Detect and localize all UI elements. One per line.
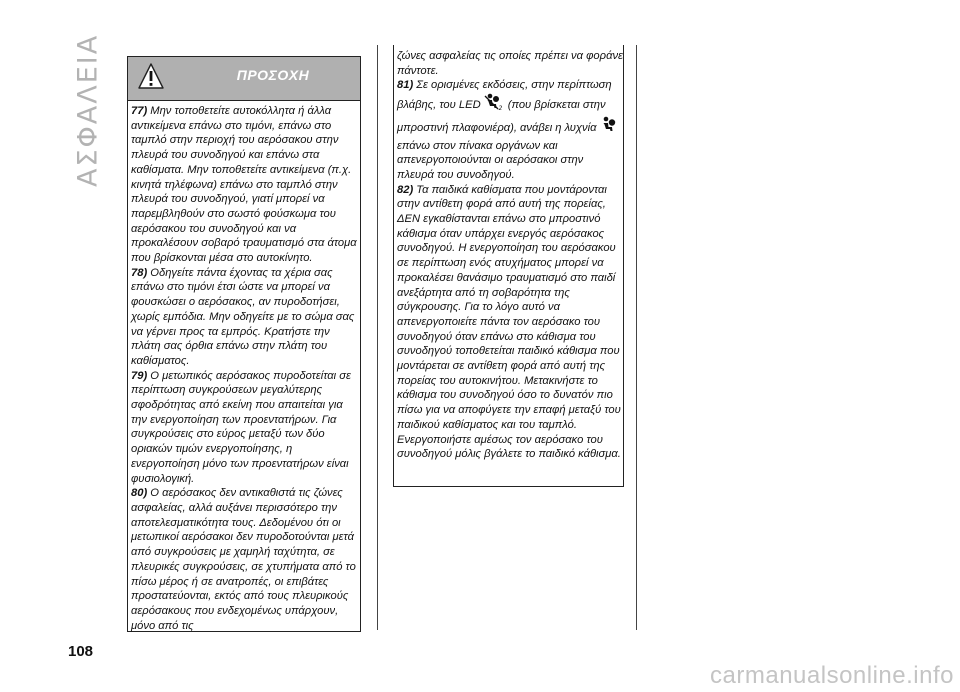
paragraph-78 [131,266,360,369]
paragraph-77 [131,104,360,266]
airbag-off-led-icon [483,93,503,116]
warning-box [127,56,361,632]
column-divider-left [377,45,378,630]
warning-title: ΠΡΟΣΟΧΗ [236,67,310,83]
note-text: Σε ορισμένες εκδόσεις, στην περίπτωση βλάβης, του LED [397,79,612,112]
note-text: ζώνες ασφαλείας τις οποίες πρέπει να φοράνε πάντοτε. [397,50,623,77]
warning-text [128,101,360,633]
note-text: (που βρίσκεται στην μπροστινή πλαφονιέρα), ανάβει η λυχνία [397,99,606,134]
note-number: 78) [131,266,148,279]
note-text: Τα παιδικά καθίσματα που μοντάρονται στην αντίθετη φορά από αυτή της πορείας, ΔΕΝ εγκαθίστανται επάνω στο μπροστινό κάθισμα όταν υπάρχει ενεργός αερόσακος συνοδηγού. Η ενεργοποίηση του αερόσακου σε περίπτωση ενός ατυχήματος μπορεί να προκαλέσει θανάσιμο τραυματισμό στο παιδί ανεξάρτητα από τη σοβαρότητα της σύγκρουσης. Για το λόγο αυτό να απενεργοποιείτε πάντα τον αερόσακο του συνοδηγού όταν επάνω στο κάθισμα του συνοδηγού τοποθετείται παιδικό κάθισμα που μοντάρεται σε αντίθετη φορά από αυτή της πορείας του αυτοκινήτου. Μετακινήστε το κάθισμα του συνοδηγού όσο το δυνατόν πιο πίσω για να αποφύγετε την επαφή μεταξύ του παιδικού καθίσματος και του ταμπλό. Ενεργοποιήστε αμέσως τον αερόσακο του συνοδηγού μόλις βγάλετε το παιδικό κάθισμα. [397,183,621,461]
note-text: Ο αερόσακος δεν αντικαθιστά τις ζώνες ασφαλείας, αλλά αυξάνει περισσότερο την αποτελεσματικότητα τους. Δεδομένου ότι οι μετωπικοί αερόσακοι δεν πυροδοτούνται μετά από συγκρούσεις με χαμηλή ταχύτητα, σε πλευρικές συγκρούσεις, σε χτυπήματα από το πίσω μέρος ή σε ανατροπές, οι επιβάτες προστατεύονται, εκτός από τους πλευρικούς αερόσακους που ενδεχομένως υπάρχουν, μόνο από τις [131,487,356,632]
warning-triangle-icon [138,62,164,95]
note-text: επάνω στον πίνακα οργάνων και απενεργοποιούνται οι αερόσακοι στην πλευρά του συνοδηγού. [397,139,584,181]
note-text: Ο μετωπικός αερόσακος πυροδοτείται σε περίπτωση συγκρούσεων μεγαλύτερης σφοδρότητας από εκείνη που απαιτείται για την ενεργοποίηση των προεντατήρων. Για συγκρούσεις στο εύρος μεταξύ των δύο οριακών τιμών ενεργοποίησης, η ενεργοποίηση μόνο των προεντατήρων είναι φυσιολογική. [131,369,351,485]
warning-header [128,57,360,101]
paragraph-82 [397,183,623,462]
note-number: 81) [397,79,414,92]
note-text: Οδηγείτε πάντα έχοντας τα χέρια σας επάνω στο τιμόνι έτσι ώστε να μπορεί να φουσκώσει ο αερόσακος, αν πυροδοτήσει, χωρίς εμπόδια. Μην οδηγείτε με το σώμα σας να γέρνει προς τα εμπρός. Κρατήστε την πλάτη σας όρθια επάνω στην πλάτη του καθίσματος. [131,266,355,367]
paragraph-80-continued [397,49,623,78]
svg-text:2: 2 [498,105,502,112]
paragraph-80 [131,486,360,633]
note-number: 79) [131,369,148,382]
paragraph-81 [397,78,623,182]
note-text: Μην τοποθετείτε αυτοκόλλητα ή άλλα αντικείμενα επάνω στο τιμόνι, επάνω στο ταμπλό στην περιοχή του αερόσακου στην πλευρά του συνοδηγού και επάνω στα καθίσματα. Μην τοποθετείτε αντικείμενα (π.χ. κινητά τηλέφωνα) επάνω στο ταμπλό στην πλευρά του συνοδηγού, γιατί μπορεί να παρεμβληθούν στο σωστό φούσκωμα του αερόσακου του συνοδηγού και να προκαλέσουν σοβαρό τραυματισμό στα άτομα που βρίσκονται μέσα στο αυτοκίνητο. [131,105,357,265]
note-number: 80) [131,487,148,500]
page-number: 108 [68,643,94,660]
airbag-warning-lamp-icon [599,116,619,139]
note-number: 82) [397,183,414,196]
column-divider-right [636,45,637,630]
section-title: ΑΣΦΑΛΕΙΑ [72,33,104,187]
paragraph-79 [131,369,360,487]
watermark: carmanualsonline.info [710,662,954,689]
warning-box-continued [393,45,624,487]
warning-text-continued [394,45,623,462]
note-number: 77) [131,105,148,117]
